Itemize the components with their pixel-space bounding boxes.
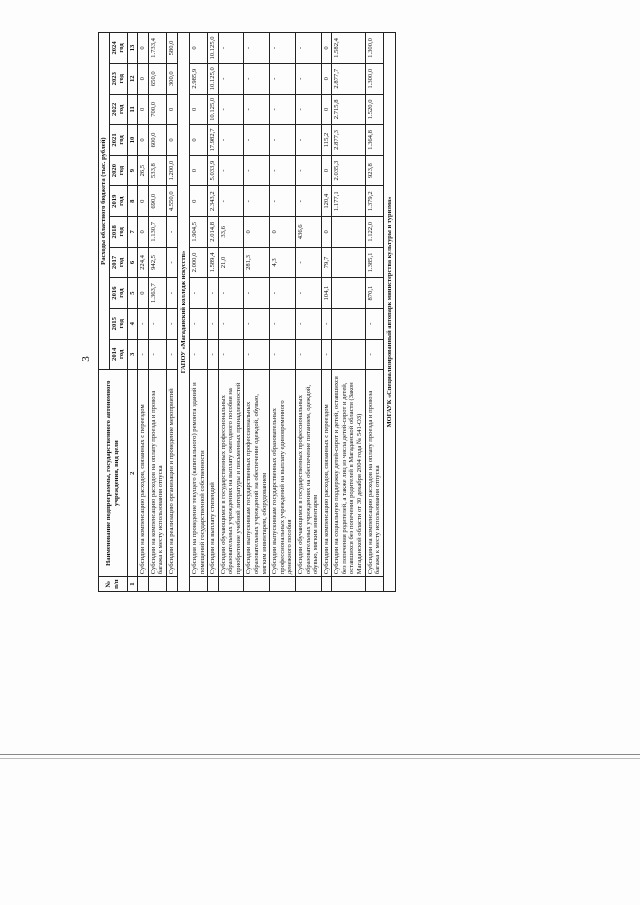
column-index: 9: [127, 155, 138, 186]
value-cell: 33,6: [218, 217, 244, 248]
year-header: 2021 год: [109, 125, 127, 156]
index-row: [127, 33, 138, 592]
value-cell: 690,0: [148, 186, 166, 217]
year-header: 2024 год: [109, 33, 127, 64]
column-index: 4: [127, 308, 138, 339]
value-cell: 0: [138, 217, 149, 248]
value-cell: -: [295, 308, 321, 339]
row-number-cell: [365, 577, 383, 592]
value-cell: 2.000,0: [189, 247, 207, 278]
value-cell: 4,3: [270, 247, 296, 278]
row-number-cell: [295, 577, 321, 592]
section-row: [177, 33, 189, 592]
value-cell: -: [244, 63, 270, 94]
value-cell: -: [218, 278, 244, 309]
table-row: [365, 33, 383, 592]
value-cell: -: [244, 125, 270, 156]
table-row: [218, 33, 244, 592]
row-number-cell: [148, 577, 166, 592]
year-header: 2020 год: [109, 155, 127, 186]
value-cell: 10.125,0: [208, 33, 219, 64]
value-cell: -: [148, 339, 166, 370]
value-cell: -: [321, 339, 332, 370]
value-cell: -: [295, 155, 321, 186]
value-cell: 26,5: [138, 155, 149, 186]
value-cell: -: [365, 339, 383, 370]
value-cell: -: [270, 94, 296, 125]
value-cell: -: [244, 339, 270, 370]
value-cell: -: [244, 33, 270, 64]
value-cell: 2.014,8: [208, 217, 219, 248]
value-cell: -: [208, 278, 219, 309]
value-cell: 0: [321, 63, 332, 94]
column-index: 2: [127, 370, 138, 577]
value-cell: -: [244, 155, 270, 186]
column-index: 13: [127, 33, 138, 64]
value-cell: -: [218, 33, 244, 64]
column-index: 11: [127, 94, 138, 125]
value-cell: -: [321, 308, 332, 339]
value-cell: 2.035,3: [332, 155, 365, 186]
value-cell: 580,0: [167, 33, 178, 64]
value-cell: 0: [321, 217, 332, 248]
value-cell: -: [218, 186, 244, 217]
value-cell: -: [244, 308, 270, 339]
value-cell: 0: [138, 125, 149, 156]
value-cell: 1.582,4: [332, 33, 365, 64]
value-cell: -: [270, 125, 296, 156]
table-row: [321, 33, 332, 592]
section-title: ГАПОУ «Магаданский колледж искусств»: [177, 33, 189, 592]
row-name: Субсидии выпускникам государственных образовательных профессиональных учреждений на выплату единовременного денежного пособия: [270, 370, 296, 577]
value-cell: 0: [321, 94, 332, 125]
value-cell: [332, 339, 365, 370]
value-cell: -: [167, 278, 178, 309]
value-cell: 300,0: [167, 63, 178, 94]
value-cell: 4.550,0: [167, 186, 178, 217]
value-cell: 0: [189, 186, 207, 217]
value-cell: 17.982,7: [208, 125, 219, 156]
header-group: Расходы областного бюджета (тыс. рублей): [99, 33, 110, 370]
row-name: Субсидии выпускникам государственных профессиональных образовательных учреждений на обеспечение одеждой, обувью, мягким инвентарем, оборудованием: [244, 370, 270, 577]
row-name: Субсидия на проведение текущего (капитального) ремонта зданий и помещений государственной собственности: [189, 370, 207, 577]
scan-edge-line: [0, 758, 640, 759]
value-cell: 1.385,1: [365, 247, 383, 278]
value-cell: -: [295, 94, 321, 125]
value-cell: -: [189, 308, 207, 339]
value-cell: 1.300,0: [365, 63, 383, 94]
value-cell: -: [270, 339, 296, 370]
value-cell: -: [295, 186, 321, 217]
value-cell: -: [295, 33, 321, 64]
row-name: Субсидии на компенсацию расходов на оплату проезда и провоза багажа к месту использования отпуска: [148, 370, 166, 577]
value-cell: -: [167, 339, 178, 370]
row-number-cell: [208, 577, 219, 592]
value-cell: 0: [167, 125, 178, 156]
value-cell: 1.379,2: [365, 186, 383, 217]
value-cell: -: [270, 278, 296, 309]
value-cell: 0: [270, 217, 296, 248]
value-cell: -: [270, 308, 296, 339]
page-number: 3: [79, 356, 92, 362]
year-header: 2022 год: [109, 94, 127, 125]
value-cell: [332, 247, 365, 278]
header-num: № п/п: [99, 577, 128, 592]
value-cell: -: [218, 63, 244, 94]
rotated-table-frame: [98, 32, 568, 592]
value-cell: 0: [189, 155, 207, 186]
table-row: [167, 33, 178, 592]
value-cell: 1.363,7: [148, 278, 166, 309]
column-index: 1: [127, 577, 138, 592]
table-row: [208, 33, 219, 592]
value-cell: -: [167, 308, 178, 339]
row-number-cell: [218, 577, 244, 592]
value-cell: 2.715,8: [332, 94, 365, 125]
row-name: Субсидии обучающимся в государственных профессиональных образовательных учреждениях на выплату ежегодного пособия на приобретение учебной литературы и письменных принадлежностей: [218, 370, 244, 577]
value-cell: -: [208, 339, 219, 370]
value-cell: -: [218, 155, 244, 186]
section-title: МОГАУК «Специализированный автопарк министерства культуры и туризма»: [383, 33, 395, 592]
table-row: [295, 33, 321, 592]
row-number-cell: [189, 577, 207, 592]
table-row: [189, 33, 207, 592]
value-cell: -: [189, 339, 207, 370]
value-cell: [332, 217, 365, 248]
value-cell: 104,1: [321, 278, 332, 309]
value-cell: [332, 278, 365, 309]
value-cell: -: [244, 186, 270, 217]
value-cell: 2.985,9: [189, 63, 207, 94]
value-cell: 0: [321, 155, 332, 186]
value-cell: 0: [138, 278, 149, 309]
row-name: Субсидии на выплату стипендий: [208, 370, 219, 577]
value-cell: -: [295, 278, 321, 309]
row-name: Субсидии на социальную поддержку детей-сирот и детей, оставшихся без попечения родителей, а также лиц из числа детей-сирот и детей, оставшихся без попечения родителей в Магаданской области (Закон Магаданской области от 30 декабря 2004 года № 541-ОЗ): [332, 370, 365, 577]
row-name: Субсидии на компенсацию расходов на оплату проезда и провоза багажа к месту использования отпуска: [365, 370, 383, 577]
table-row: [148, 33, 166, 592]
year-header: 2018 год: [109, 217, 127, 248]
value-cell: 1.122,0: [365, 217, 383, 248]
year-header: 2019 год: [109, 186, 127, 217]
value-cell: 533,8: [148, 155, 166, 186]
value-cell: 10.125,0: [208, 94, 219, 125]
value-cell: 923,8: [365, 155, 383, 186]
value-cell: 0: [138, 94, 149, 125]
value-cell: -: [189, 278, 207, 309]
year-header: 2017 год: [109, 247, 127, 278]
value-cell: 0: [138, 186, 149, 217]
row-number-cell: [167, 577, 178, 592]
value-cell: 0: [244, 217, 270, 248]
value-cell: -: [295, 63, 321, 94]
value-cell: 1.200,0: [167, 155, 178, 186]
value-cell: 1.364,8: [365, 125, 383, 156]
value-cell: 1.177,1: [332, 186, 365, 217]
row-number-cell: [138, 577, 149, 592]
value-cell: 0: [167, 94, 178, 125]
column-index: 12: [127, 63, 138, 94]
value-cell: 10.125,0: [208, 63, 219, 94]
table-row: [270, 33, 296, 592]
value-cell: 0: [321, 33, 332, 64]
value-cell: -: [244, 94, 270, 125]
year-header: 2015 год: [109, 308, 127, 339]
value-cell: 281,3: [244, 247, 270, 278]
value-cell: -: [218, 339, 244, 370]
value-cell: -: [138, 339, 149, 370]
value-cell: 0: [138, 63, 149, 94]
value-cell: -: [218, 94, 244, 125]
value-cell: -: [218, 308, 244, 339]
table-row: [332, 33, 365, 592]
value-cell: -: [295, 339, 321, 370]
row-name: Субсидии на компенсацию расходов, связанных с переездом: [321, 370, 332, 577]
value-cell: -: [270, 33, 296, 64]
value-cell: -: [295, 247, 321, 278]
column-index: 3: [127, 339, 138, 370]
column-index: 5: [127, 278, 138, 309]
table-row: [138, 33, 149, 592]
budget-table: [98, 32, 396, 592]
value-cell: 2.877,3: [332, 125, 365, 156]
value-cell: -: [365, 308, 383, 339]
value-cell: -: [167, 247, 178, 278]
value-cell: -: [270, 63, 296, 94]
value-cell: [332, 308, 365, 339]
header-name: Наименование подпрограммы, государственного автономного учреждения, вид цели: [99, 370, 128, 577]
value-cell: 115,2: [321, 125, 332, 156]
value-cell: 5.033,9: [208, 155, 219, 186]
row-name: Субсидии на компенсацию расходов, связанных с переездом: [138, 370, 149, 577]
value-cell: 120,4: [321, 186, 332, 217]
row-number-cell: [321, 577, 332, 592]
value-cell: -: [295, 125, 321, 156]
table-row: [244, 33, 270, 592]
value-cell: 1.130,7: [148, 217, 166, 248]
value-cell: 79,7: [321, 247, 332, 278]
value-cell: 942,5: [148, 247, 166, 278]
year-header: 2014 год: [109, 339, 127, 370]
column-index: 8: [127, 186, 138, 217]
value-cell: 0: [189, 94, 207, 125]
year-header: 2023 год: [109, 63, 127, 94]
value-cell: 0: [189, 125, 207, 156]
row-number-cell: [332, 577, 365, 592]
value-cell: 1.733,4: [148, 33, 166, 64]
row-number-cell: [270, 577, 296, 592]
value-cell: 0: [138, 33, 149, 64]
value-cell: 1.589,4: [208, 247, 219, 278]
value-cell: -: [148, 308, 166, 339]
column-index: 7: [127, 217, 138, 248]
value-cell: -: [218, 125, 244, 156]
value-cell: -: [167, 217, 178, 248]
value-cell: -: [138, 308, 149, 339]
value-cell: -: [208, 308, 219, 339]
column-index: 10: [127, 125, 138, 156]
value-cell: 870,1: [365, 278, 383, 309]
value-cell: -: [270, 186, 296, 217]
value-cell: 650,0: [148, 63, 166, 94]
value-cell: -: [244, 278, 270, 309]
scan-edge-line: [0, 754, 640, 755]
column-index: 6: [127, 247, 138, 278]
value-cell: 21,0: [218, 247, 244, 278]
value-cell: -: [270, 155, 296, 186]
value-cell: 0: [189, 33, 207, 64]
value-cell: 2.877,7: [332, 63, 365, 94]
section-row: [383, 33, 395, 592]
row-name: Субсидии на реализацию организации и проведение мероприятий: [167, 370, 178, 577]
value-cell: 1.300,0: [365, 33, 383, 64]
row-number-cell: [244, 577, 270, 592]
value-cell: 1.904,5: [189, 217, 207, 248]
year-header: 2016 год: [109, 278, 127, 309]
value-cell: 1.520,0: [365, 94, 383, 125]
value-cell: 224,4: [138, 247, 149, 278]
value-cell: 700,0: [148, 94, 166, 125]
value-cell: 600,0: [148, 125, 166, 156]
value-cell: 436,6: [295, 217, 321, 248]
value-cell: 2.343,2: [208, 186, 219, 217]
row-name: Субсидии обучающимся в государственных профессиональных образовательных учреждениях на обеспечение питанием, одеждой, обувью, мягким инвентарем: [295, 370, 321, 577]
